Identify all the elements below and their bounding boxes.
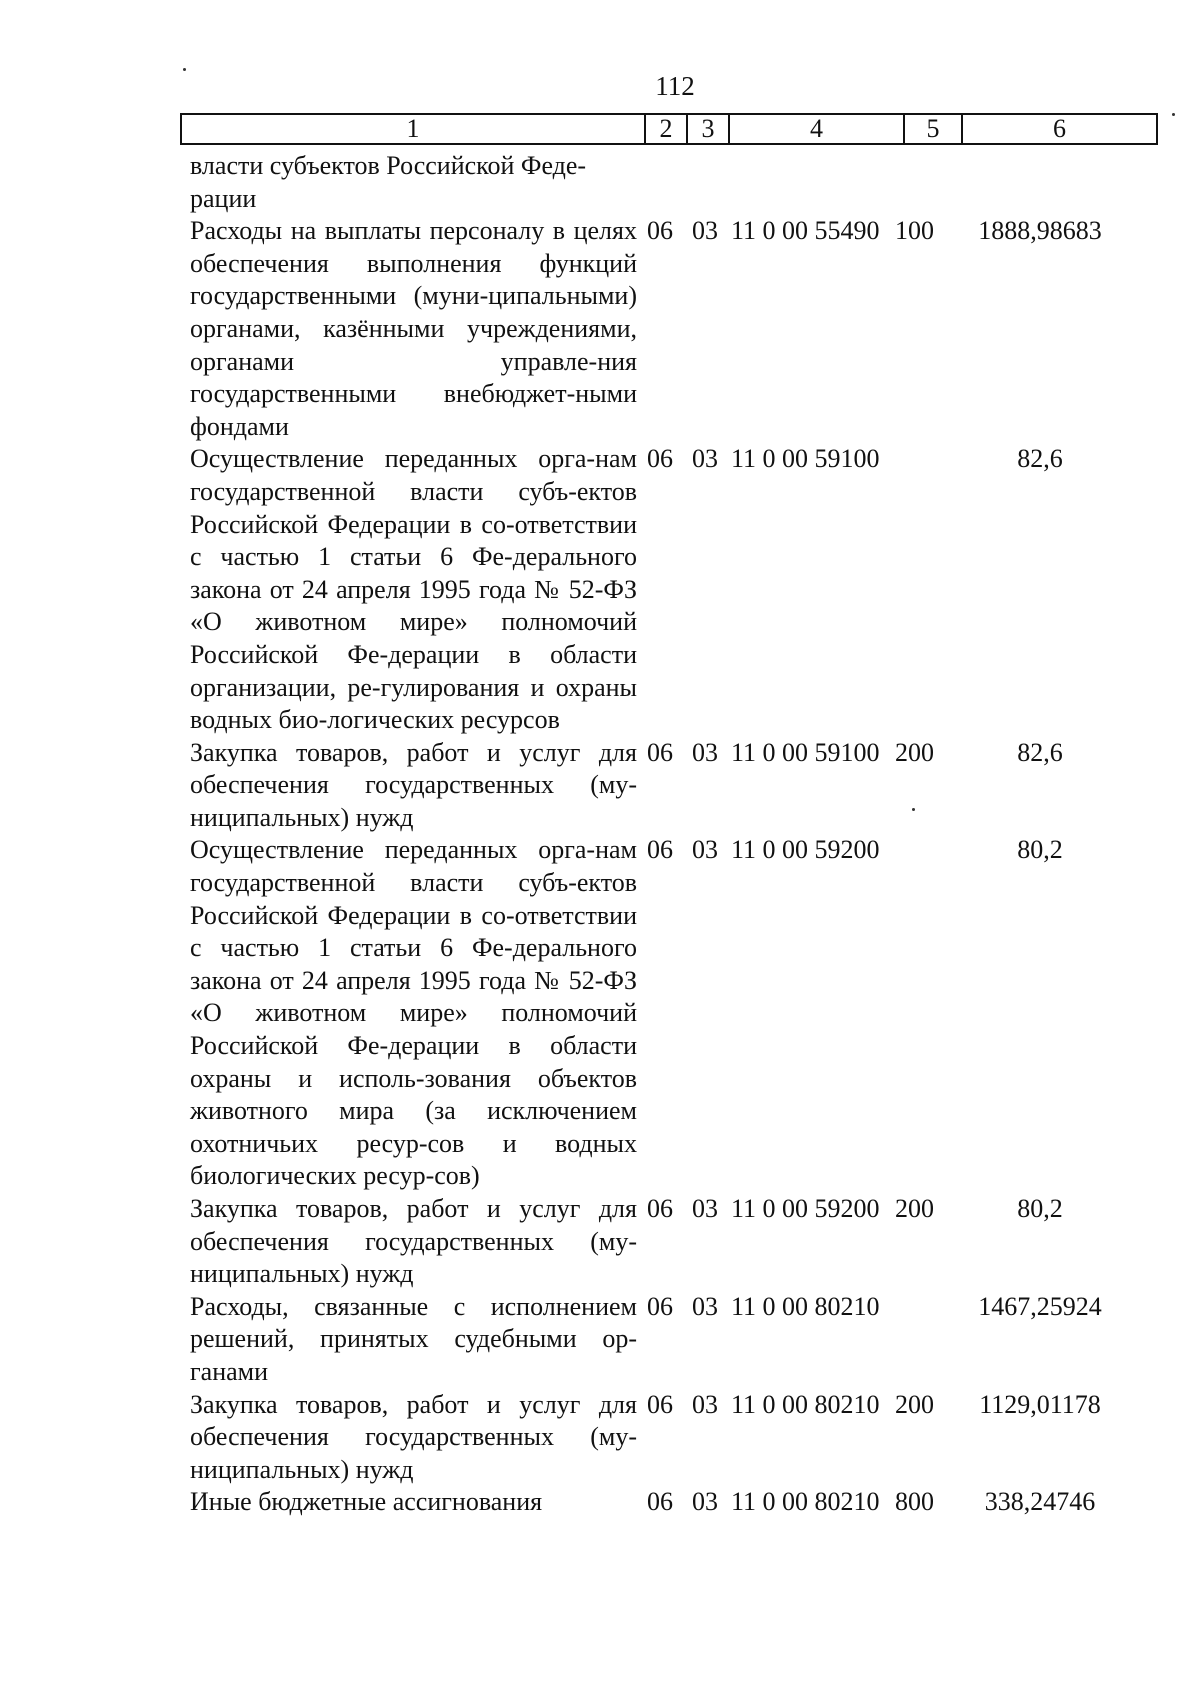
row-section: 06 [647, 216, 673, 246]
row-subsection [692, 150, 726, 215]
row-subsection: 03 [692, 737, 718, 767]
row-target-article: 11 0 00 80210 [731, 1487, 880, 1517]
row-amount: 338,24746 [984, 1487, 1096, 1517]
row-target-article: 11 0 00 59200 [731, 1194, 880, 1223]
row-description: Иные бюджетные ассигнования [190, 1487, 543, 1517]
scan-dot [912, 808, 915, 811]
row-subsection: 03 [692, 444, 718, 474]
table-row [190, 737, 1150, 835]
table-row [190, 1389, 1150, 1487]
row-expense-type [895, 1291, 945, 1389]
table-row [190, 1486, 1150, 1519]
row-section: 06 [647, 835, 673, 865]
row-amount: 82,6 [1017, 737, 1063, 767]
row-description: Расходы на выплаты персоналу в целях обеспечения выполнения функций государственными (муни-ципальными) органами, казёнными учреждениями, органами управле-ния государственными внебюджет-ными фондами [190, 216, 637, 441]
row-subsection: 03 [692, 835, 718, 865]
table-row [190, 443, 1150, 736]
row-description: Закупка товаров, работ и услуг для обеспечения государственных (му-ниципальных) нужд [190, 737, 637, 832]
row-description: Закупка товаров, работ и услуг для обеспечения государственных (му-ниципальных) нужд [190, 1194, 637, 1289]
row-section: 06 [647, 1194, 673, 1223]
row-target-article: 11 0 00 59200 [731, 835, 880, 865]
row-target-article: 11 0 00 80210 [731, 1291, 880, 1321]
row-subsection: 03 [692, 1291, 718, 1321]
row-expense-type: 200 [895, 1194, 934, 1223]
table-row [190, 215, 1150, 443]
row-amount: 80,2 [1017, 1194, 1063, 1223]
row-expense-type: 100 [895, 216, 934, 246]
row-section: 06 [647, 444, 673, 474]
scan-dot [1172, 113, 1175, 116]
table-row [190, 1291, 1150, 1389]
header-col-5: 5 [905, 115, 963, 143]
row-target-article: 11 0 00 80210 [731, 1389, 880, 1419]
row-target-article: 11 0 00 59100 [731, 444, 880, 474]
row-amount: 1467,25924 [978, 1291, 1102, 1321]
row-subsection: 03 [692, 1389, 718, 1419]
table-header [180, 113, 1158, 145]
row-section: 06 [647, 737, 673, 767]
header-col-6: 6 [1053, 114, 1066, 143]
row-description: власти субъектов Российской Феде- рации [190, 151, 587, 213]
row-expense-type [895, 443, 945, 736]
page-number: 112 [655, 71, 695, 101]
table-row [190, 150, 1150, 215]
row-amount: 82,6 [1017, 444, 1063, 474]
row-target-article: 11 0 00 59100 [731, 737, 880, 767]
row-target-article [731, 150, 895, 215]
table-row [190, 834, 1150, 1193]
row-expense-type: 200 [895, 737, 934, 767]
header-col-4: 4 [730, 115, 905, 143]
row-amount: 80,2 [1017, 835, 1063, 865]
header-col-3: 3 [688, 115, 730, 143]
row-expense-type [895, 834, 945, 1193]
row-subsection: 03 [692, 216, 718, 246]
row-expense-type: 800 [895, 1487, 934, 1517]
row-section: 06 [647, 1291, 673, 1321]
row-target-article: 11 0 00 55490 [731, 216, 880, 246]
header-col-1: 1 [182, 115, 646, 143]
row-subsection: 03 [692, 1194, 718, 1223]
row-section [647, 150, 681, 215]
row-expense-type: 200 [895, 1389, 934, 1419]
row-description: Осуществление переданных орга-нам государственной власти субъ-ектов Российской Федерации в со-ответствии с частью 1 статьи 6 Фе-дерального закона от 24 апреля 1995 года № 52-ФЗ «О животном мире» полномочий Российской Фе-дерации в области организации, ре-гулирования и охраны водных био-логических ресурсов [190, 444, 637, 735]
header-col-2: 2 [646, 115, 688, 143]
row-expense-type [895, 150, 945, 215]
row-description: Расходы, связанные с исполнением решений, принятых судебными ор-ганами [190, 1291, 637, 1386]
row-amount: 1888,98683 [978, 216, 1102, 246]
table-row [190, 1193, 1150, 1291]
table-body [190, 150, 1150, 1519]
row-description: Осуществление переданных орга-нам государственной власти субъ-ектов Российской Федерации в со-ответствии с частью 1 статьи 6 Фе-дерального закона от 24 апреля 1995 года № 52-ФЗ «О животном мире» полномочий Российской Фе-дерации в области охраны и исполь-зования объектов животного мира (за исключением охотничьих ресур-сов и водных биологических ресур-сов) [190, 835, 637, 1191]
row-description: Закупка товаров, работ и услуг для обеспечения государственных (му-ниципальных) нужд [190, 1389, 637, 1484]
row-section: 06 [647, 1487, 673, 1517]
row-section: 06 [647, 1389, 673, 1419]
row-amount [945, 150, 1135, 215]
row-amount: 1129,01178 [979, 1389, 1101, 1419]
scan-dot [183, 68, 186, 71]
row-subsection: 03 [692, 1487, 718, 1517]
